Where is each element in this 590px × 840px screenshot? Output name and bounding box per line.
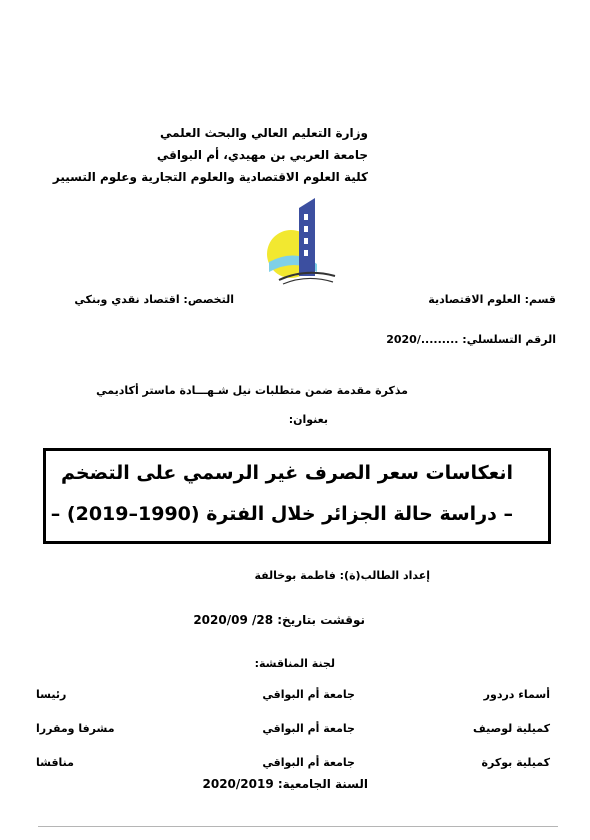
member-university: جامعة أم البواقي (262, 722, 355, 735)
member-name: أسماء دردور (483, 688, 550, 701)
member-role: رئيسا (36, 688, 67, 701)
university-name: جامعة العربي بن مهيدي، أم البواقي (156, 148, 368, 162)
defense-date: نوقشت بتاريخ: 28/ 2020/09 (193, 613, 365, 627)
committee-label: لجنة المناقشة: (254, 657, 335, 670)
faculty-name: كلية العلوم الاقتصادية والعلوم التجارية وعلوم التسيير (52, 170, 368, 184)
prepared-by: إعداد الطالب(ة): فاطمة بوخالفة (254, 569, 430, 582)
member-university: جامعة أم البواقي (262, 688, 355, 701)
serial-number: الرقم التسلسلي: ........./2020 (386, 333, 556, 346)
memo-title-line-2: – دراسة حالة الجزائر خلال الفترة (1990–2019) – (50, 503, 513, 525)
specialty-label: التخصص: اقتصاد نقدي وبنكي (74, 293, 234, 306)
titled-label: بعنوان: (288, 413, 328, 426)
memo-purpose: مذكرة مقدمة ضمن متطلبات نيل شـهـــادة ماستر أكاديمي (96, 384, 408, 397)
page-divider (38, 826, 558, 827)
member-role: مشرفا ومقررا (36, 722, 115, 735)
member-name: كميلية بوكرة (481, 756, 550, 769)
header-block (52, 122, 368, 188)
ministry-name: وزارة التعليم العالي والبحث العلمي (159, 126, 368, 140)
department-label: قسم: العلوم الاقتصادية (428, 293, 556, 306)
title-box (43, 448, 551, 544)
member-university: جامعة أم البواقي (262, 756, 355, 769)
academic-year: السنة الجامعية: 2020/2019 (202, 777, 368, 791)
memo-title-line-1: انعكاسات سعر الصرف غير الرسمي على التضخم (61, 462, 513, 484)
university-logo (255, 192, 355, 292)
member-name: كميلية لوصيف (473, 722, 550, 735)
member-role: مناقشا (36, 756, 74, 769)
